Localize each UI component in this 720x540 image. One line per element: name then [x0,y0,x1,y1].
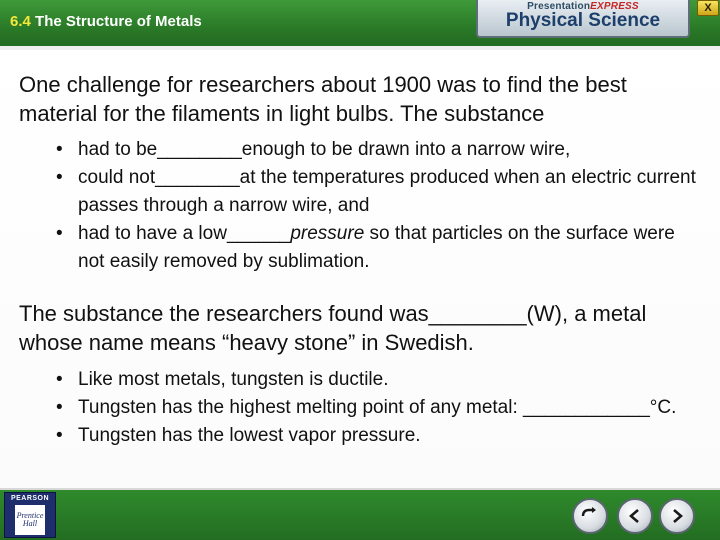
logo-prefix: Presentation [527,1,591,12]
presentation-express-logo [476,0,690,38]
footer-bar [0,490,720,540]
pearson-logo [4,492,56,538]
logo-title: Physical Science [505,10,661,31]
section-title-text: The Structure of Metals [35,13,202,30]
list-item: • Tungsten has the lowest vapor pressure. [56,422,696,450]
section-number: 6.4 [10,13,31,30]
section-title [10,13,202,30]
back-icon [580,506,600,526]
tungsten-facts-list [56,366,696,450]
requirements-list [56,136,706,276]
header-bar [0,0,720,46]
previous-button[interactable] [617,498,653,534]
tungsten-paragraph: The substance the researchers found was________(W), a metal whose name means “heavy stone” in Swedish. [19,301,647,355]
slide-content [0,46,720,490]
back-button[interactable] [572,498,608,534]
list-item: • could not________at the temperatures produced when an electric current passes through a narrow wire, and [56,164,706,220]
list-item: • Tungsten has the highest melting point of any metal: ____________°C. [56,394,696,422]
close-button[interactable]: X [697,0,719,16]
previous-icon [626,507,644,525]
list-item: • had to be________enough to be drawn into a narrow wire, [56,136,706,164]
publisher-name: PEARSON [10,495,50,502]
list-item: • had to have a low______pressure so that particles on the surface were not easily removed by sublimation. [56,220,706,276]
intro-paragraph: One challenge for researchers about 1900 was to find the best material for the filaments in light bulbs. The substance [19,72,627,126]
next-icon [668,507,686,525]
logo-brand: EXPRESS [590,1,639,12]
prentice-hall-logo: Prentice Hall [15,505,45,535]
next-button[interactable] [659,498,695,534]
list-item: • Like most metals, tungsten is ductile. [56,366,696,394]
